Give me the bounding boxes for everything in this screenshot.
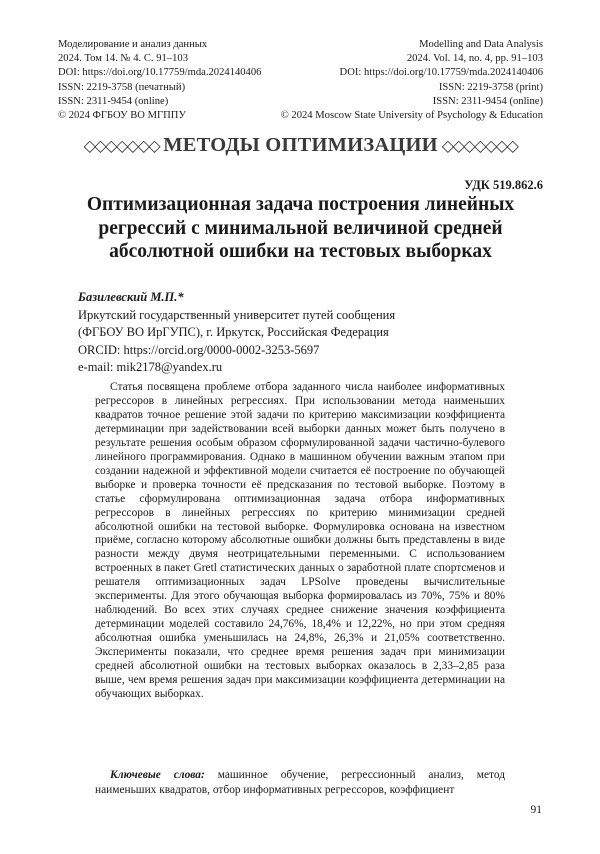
affiliation-line: (ФГБОУ ВО ИрГУПС), г. Иркутск, Российская Федерация [78, 325, 389, 340]
header-line: ISSN: 2219-3758 (печатный) [58, 81, 186, 93]
author-name: Базилевский М.П.* [78, 290, 184, 304]
header-line: ISSN: 2311-9454 (online) [432, 95, 543, 107]
orcid-link[interactable]: ORCID: https://orcid.org/0000-0002-3253-5697 [78, 342, 320, 357]
header-line: Modelling and Data Analysis [419, 39, 543, 50]
affiliation-line: Иркутский государственный университет путей сообщения [78, 307, 396, 322]
title-line: Оптимизационная задача построения линейных [86, 194, 515, 215]
article-title [58, 193, 543, 264]
header-line: ISSN: 2311-9454 (online) [58, 95, 169, 107]
header-line: 2024. Vol. 14, no. 4, pp. 91–103 [406, 53, 543, 65]
title-line: регрессий с минимальной величиной средней [98, 217, 503, 239]
section-heading [58, 130, 543, 160]
page-number: 91 [530, 804, 542, 816]
header-line: © 2024 ФГБОУ ВО МГППУ [58, 110, 186, 122]
header-line: ISSN: 2219-3758 (print) [438, 81, 543, 93]
email-link[interactable]: e-mail: mik2178@yandex.ru [78, 360, 223, 375]
title-line: абсолютной ошибки на тестовых выборках [109, 241, 492, 262]
abstract: Статья посвящена проблеме отбора заданного числа наиболее информативных регрессоров в линейных регрессиях. При использовании метода наименьших квадратов точное решение этой задачи по критерию максимизации коэффициента детерминации при задействовании всей выборки данных может быть получено в результате решения особым образом сформулированной задачи частично-булевого линейного программирования. Однако в машинном обучении важным этапом при создании надежной и эффективной модели считается её построение по обучающей выборке и проверка точности её предсказания по тестовой выборке. Поэтому в статье сформулирована оптимизационная задача отбора информативных регрессоров в линейных регрессиях по критерию минимизации средней абсолютной ошибки на тестовой выборке. Формулировка основана на известном приёме, согласно которому абсолютные ошибки должны быть представлены в виде разности между двумя неотрицательными переменными. С использованием встроенных в пакет Gretl статистических данных о заработной плате спортсменов и решателя оптимизационных задач LPSolve проведены вычислительные эксперименты. Для этого обучающая выборка формировалась из 70%, 75% и 80% наблюдений. Во всех этих случаях среднее снижение значения коэффициента детерминации моделей составило 24,76%, 18,4% и 12,22%, но при этом средняя абсолютная ошибка уменьшилась на 24,8%, 26,3% и 21,05% соответственно. Эксперименты показали, что среднее время решения задач при минимизации средней абсолютной ошибки на тестовых выборках оказалось в 2,33–2,85 раза выше, чем время решения задач при максимизации коэффициента детерминации на обучающих выборках. [95, 381, 505, 700]
header-english [281, 38, 543, 123]
section-title: МЕТОДЫ ОПТИМИЗАЦИИ [163, 133, 438, 156]
header-russian [58, 38, 261, 123]
keywords-label: Ключевые слова: [110, 769, 205, 781]
header-line: DOI: https://doi.org/10.17759/mda.2024140406 [339, 67, 543, 79]
author-block [78, 289, 395, 377]
header-line: Моделирование и анализ данных [58, 39, 208, 50]
header-line: © 2024 Moscow State University of Psychology & Education [280, 110, 543, 122]
header-line: 2024. Том 14. № 4. С. 91–103 [58, 53, 188, 65]
udk-code: УДК 519.862.6 [464, 178, 543, 192]
keywords [95, 768, 505, 797]
header-line: DOI: https://doi.org/10.17759/mda.2024140406 [58, 67, 262, 79]
keywords-text: машинное обучение, регрессионный анализ, метод наименьших квадратов, отбор информативных регрессоров, коэффициент [95, 769, 505, 796]
diamond-ornament-left: ◇◇◇◇◇◇◇ [83, 135, 160, 155]
diamond-ornament-right: ◇◇◇◇◇◇◇ [441, 135, 518, 155]
